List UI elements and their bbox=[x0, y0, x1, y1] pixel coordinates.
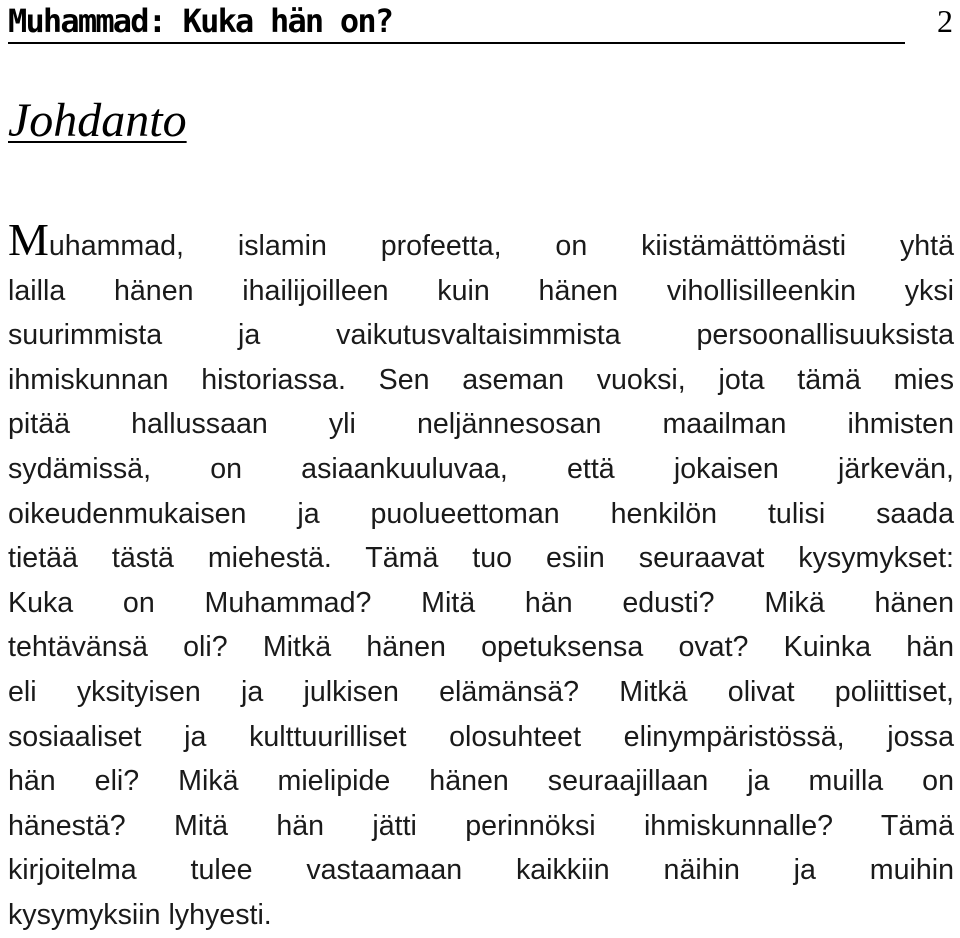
paragraph-line: eli yksityisen ja julkisen elämänsä? Mitkä olivat poliittiset, bbox=[8, 675, 954, 708]
paragraph-line: ihmiskunnan historiassa. Sen aseman vuoksi, jota tämä mies bbox=[8, 363, 954, 396]
running-header bbox=[8, 0, 953, 44]
paragraph-line: lailla hänen ihailijoilleen kuin hänen vihollisilleenkin yksi bbox=[8, 274, 954, 307]
paragraph-line: hän eli? Mikä mielipide hänen seuraajillaan ja muilla on bbox=[8, 765, 954, 798]
running-header-title: Muhammad: Kuka hän on? bbox=[8, 2, 393, 40]
paragraph-line: Kuka on Muhammad? Mitä hän edusti? Mikä hänen bbox=[8, 586, 954, 619]
section-heading: Johdanto bbox=[8, 94, 187, 147]
paragraph-line bbox=[8, 214, 954, 269]
drop-cap: M bbox=[8, 214, 49, 265]
paragraph-line-text: uhammad, islamin profeetta, on kiistämättömästi yhtä bbox=[48, 230, 954, 262]
header-rule bbox=[8, 42, 905, 44]
paragraph-line: tietää tästä miehestä. Tämä tuo esiin seuraavat kysymykset: bbox=[8, 542, 954, 575]
page-number: 2 bbox=[937, 3, 953, 39]
intro-paragraph bbox=[8, 214, 954, 938]
paragraph-line: kysymyksiin lyhyesti. bbox=[8, 898, 272, 931]
paragraph-line: hänestä? Mitä hän jätti perinnöksi ihmiskunnalle? Tämä bbox=[8, 809, 954, 842]
paragraph-line: oikeudenmukaisen ja puolueettoman henkilön tulisi saada bbox=[8, 497, 954, 530]
paragraph-line: tehtävänsä oli? Mitkä hänen opetuksensa ovat? Kuinka hän bbox=[8, 631, 954, 664]
paragraph-line: pitää hallussaan yli neljännesosan maailman ihmisten bbox=[8, 408, 954, 441]
paragraph-line: suurimmista ja vaikutusvaltaisimmista persoonallisuuksista bbox=[8, 319, 954, 352]
paragraph-line: sosiaaliset ja kulttuurilliset olosuhteet elinympäristössä, jossa bbox=[8, 720, 954, 753]
paragraph-line: sydämissä, on asiaankuuluvaa, että jokaisen järkevän, bbox=[8, 452, 954, 485]
paragraph-line: kirjoitelma tulee vastaamaan kaikkiin näihin ja muihin bbox=[8, 854, 954, 887]
